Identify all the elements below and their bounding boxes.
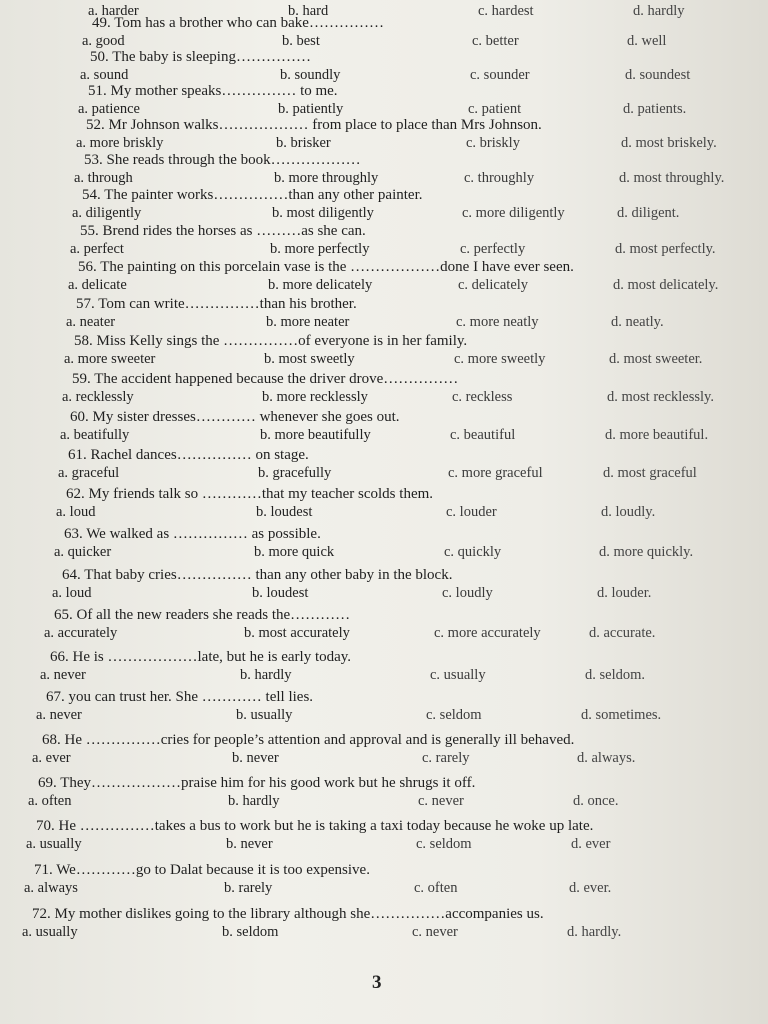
- option-b: b. loudest: [252, 585, 309, 601]
- question-53: [74, 151, 768, 189]
- question-stem: 72. My mother dislikes going to the library although she……………accompanies us.: [32, 906, 544, 922]
- question-stem: 52. Mr Johnson walks……………… from place to place than Mrs Johnson.: [86, 117, 542, 133]
- option-d: d. well: [627, 33, 667, 49]
- question-stem: 55. Brend rides the horses as ………as she can.: [80, 223, 366, 239]
- option-a: a. perfect: [70, 241, 124, 257]
- option-a: a. beatifully: [60, 427, 130, 443]
- question-stem: 58. Miss Kelly sings the ……………of everyone is in her family.: [74, 333, 468, 349]
- option-d: d. louder.: [597, 585, 652, 601]
- option-c: c. never: [412, 924, 458, 940]
- question-68: [32, 731, 768, 769]
- option-c: c. delicately: [458, 277, 529, 293]
- option-b: b. never: [226, 836, 273, 852]
- option-b: b. more quick: [254, 544, 335, 560]
- option-c: c. quickly: [444, 544, 502, 560]
- option-a: a. never: [40, 667, 86, 683]
- option-c: c. louder: [446, 504, 497, 520]
- option-a: a. usually: [22, 924, 78, 940]
- question-stem: 64. That baby cries…………… than any other baby in the block.: [62, 567, 453, 583]
- question-stem: 65. Of all the new readers she reads the…………: [54, 607, 351, 623]
- option-a: a. usually: [26, 836, 82, 852]
- option-b: b. rarely: [224, 880, 273, 896]
- question-stem: 60. My sister dresses………… whenever she goes out.: [70, 409, 400, 425]
- option-c: c. more sweetly: [454, 351, 546, 367]
- option-a: a. more briskly: [76, 135, 164, 151]
- option-c: c. patient: [468, 101, 522, 117]
- question-stem: 63. We walked as …………… as possible.: [64, 526, 321, 542]
- option-b: b. most sweetly: [264, 351, 355, 367]
- option-b: b. more neater: [266, 314, 350, 330]
- question-65: [44, 606, 768, 644]
- option-a: a. good: [82, 33, 125, 49]
- option-b: b. patiently: [278, 101, 344, 117]
- option-d: d. more quickly.: [599, 544, 694, 560]
- option-a: a. sound: [80, 67, 129, 83]
- option-c: c. seldom: [426, 707, 482, 723]
- option-b: b. brisker: [276, 135, 331, 151]
- question-stem: 67. you can trust her. She ………… tell lies.: [46, 689, 314, 705]
- question-stem: 53. She reads through the book………………: [84, 152, 361, 168]
- option-c: c. often: [414, 880, 458, 896]
- option-d: d. hardly.: [567, 924, 622, 940]
- question-62: [56, 485, 768, 523]
- question-66: [40, 648, 768, 686]
- option-b: b. never: [232, 750, 279, 766]
- option-a: a. always: [24, 880, 78, 896]
- option-c: c. more graceful: [448, 465, 543, 481]
- option-a: a. patience: [78, 101, 140, 117]
- question-stem: 68. He ……………cries for people’s attention and approval and is generally ill behaved.: [42, 732, 575, 748]
- option-a: a. ever: [32, 750, 71, 766]
- option-d: d. patients.: [623, 101, 687, 117]
- option-c: c. sounder: [470, 67, 530, 83]
- option-d: d. more beautiful.: [605, 427, 709, 443]
- question-70: [26, 817, 766, 855]
- question-59: [62, 370, 768, 408]
- option-d: d. ever: [571, 836, 611, 852]
- option-d: d. most briskely.: [621, 135, 717, 151]
- question-stem: 56. The painting on this porcelain vase is the ………………done I have ever seen.: [78, 259, 574, 275]
- option-b: b. soundly: [280, 67, 341, 83]
- question-67: [36, 688, 768, 726]
- question-61: [58, 446, 768, 484]
- question-72: [22, 905, 762, 943]
- option-d: d. most delicately.: [613, 277, 719, 293]
- option-b: b. more delicately: [268, 277, 373, 293]
- option-b: b. more beautifully: [260, 427, 371, 443]
- option-b: b. more recklessly: [262, 389, 368, 405]
- option-c: c. never: [418, 793, 464, 809]
- option-a: a. delicate: [68, 277, 127, 293]
- question-49: [82, 14, 768, 52]
- option-b: b. most diligently: [272, 205, 374, 221]
- question-60: [60, 408, 768, 446]
- question-stem: 61. Rachel dances…………… on stage.: [68, 447, 309, 463]
- option-c: c. throughly: [464, 170, 535, 186]
- option-d: d. once.: [573, 793, 619, 809]
- option-d: d. diligent.: [617, 205, 680, 221]
- option-c: c. more accurately: [434, 625, 541, 641]
- option-a: a. often: [28, 793, 72, 809]
- option-d: d. hardly: [633, 3, 685, 19]
- question-54: [72, 186, 768, 224]
- option-a: a. diligently: [72, 205, 142, 221]
- option-b: b. gracefully: [258, 465, 332, 481]
- question-64: [52, 566, 768, 604]
- question-stem: 71. We…………go to Dalat because it is too expensive.: [34, 862, 370, 878]
- option-c: c. usually: [430, 667, 486, 683]
- option-d: d. most throughly.: [619, 170, 725, 186]
- option-b: b. usually: [236, 707, 293, 723]
- question-stem: 70. He ……………takes a bus to work but he is taking a taxi today because he woke up late.: [36, 818, 594, 834]
- question-57: [66, 295, 768, 333]
- option-b: b. loudest: [256, 504, 313, 520]
- question-63: [54, 525, 768, 563]
- question-stem: 54. The painter works……………than any other painter.: [82, 187, 423, 203]
- option-d: d. always.: [577, 750, 636, 766]
- question-stem: 62. My friends talk so …………that my teacher scolds them.: [66, 486, 434, 502]
- option-a: a. accurately: [44, 625, 118, 641]
- option-d: d. most sweeter.: [609, 351, 703, 367]
- option-b: b. more throughly: [274, 170, 379, 186]
- question-69: [28, 774, 768, 812]
- question-stem: 59. The accident happened because the driver drove……………: [72, 371, 459, 387]
- option-d: d. seldom.: [585, 667, 646, 683]
- option-b: b. hardly: [228, 793, 280, 809]
- question-55: [70, 222, 768, 260]
- option-c: c. loudly: [442, 585, 493, 601]
- question-71: [24, 861, 764, 899]
- option-b: b. most accurately: [244, 625, 350, 641]
- option-d: d. most perfectly.: [615, 241, 716, 257]
- option-c: c. more neatly: [456, 314, 539, 330]
- option-d: d. most graceful: [603, 465, 697, 481]
- option-c: c. better: [472, 33, 519, 49]
- option-d: d. soundest: [625, 67, 691, 83]
- option-c: c. rarely: [422, 750, 470, 766]
- question-stem: 66. He is ………………late, but he is early today.: [50, 649, 352, 665]
- option-b: b. best: [282, 33, 320, 49]
- option-a: a. loud: [52, 585, 92, 601]
- option-d: d. neatly.: [611, 314, 664, 330]
- option-b: b. hard: [288, 3, 329, 19]
- question-51: [78, 82, 768, 120]
- option-a: a. more sweeter: [64, 351, 156, 367]
- option-b: b. seldom: [222, 924, 279, 940]
- option-b: b. hardly: [240, 667, 292, 683]
- option-c: c. hardest: [478, 3, 534, 19]
- option-c: c. more diligently: [462, 205, 565, 221]
- question-stem: 49. Tom has a brother who can bake……………: [92, 15, 384, 31]
- option-d: d. most recklessly.: [607, 389, 714, 405]
- option-a: a. quicker: [54, 544, 112, 560]
- page-number: 3: [372, 972, 382, 993]
- option-d: d. sometimes.: [581, 707, 662, 723]
- option-d: d. accurate.: [589, 625, 656, 641]
- option-a: a. loud: [56, 504, 96, 520]
- question-58: [64, 332, 768, 370]
- question-56: [68, 258, 768, 296]
- question-50: [80, 48, 768, 86]
- option-b: b. more perfectly: [270, 241, 370, 257]
- question-stem: 50. The baby is sleeping……………: [90, 49, 311, 65]
- option-a: a. harder: [88, 3, 139, 19]
- option-c: c. seldom: [416, 836, 472, 852]
- question-52: [76, 116, 768, 154]
- option-a: a. never: [36, 707, 82, 723]
- question-stem: 69. They………………praise him for his good work but he shrugs it off.: [38, 775, 476, 791]
- question-stem: 57. Tom can write……………than his brother.: [76, 296, 357, 312]
- option-d: d. loudly.: [601, 504, 656, 520]
- option-a: a. recklessly: [62, 389, 134, 405]
- option-c: c. reckless: [452, 389, 513, 405]
- option-a: a. through: [74, 170, 133, 186]
- option-a: a. neater: [66, 314, 116, 330]
- option-c: c. briskly: [466, 135, 520, 151]
- option-c: c. perfectly: [460, 241, 526, 257]
- option-a: a. graceful: [58, 465, 120, 481]
- question-stem: 51. My mother speaks…………… to me.: [88, 83, 338, 99]
- option-d: d. ever.: [569, 880, 612, 896]
- option-c: c. beautiful: [450, 427, 516, 443]
